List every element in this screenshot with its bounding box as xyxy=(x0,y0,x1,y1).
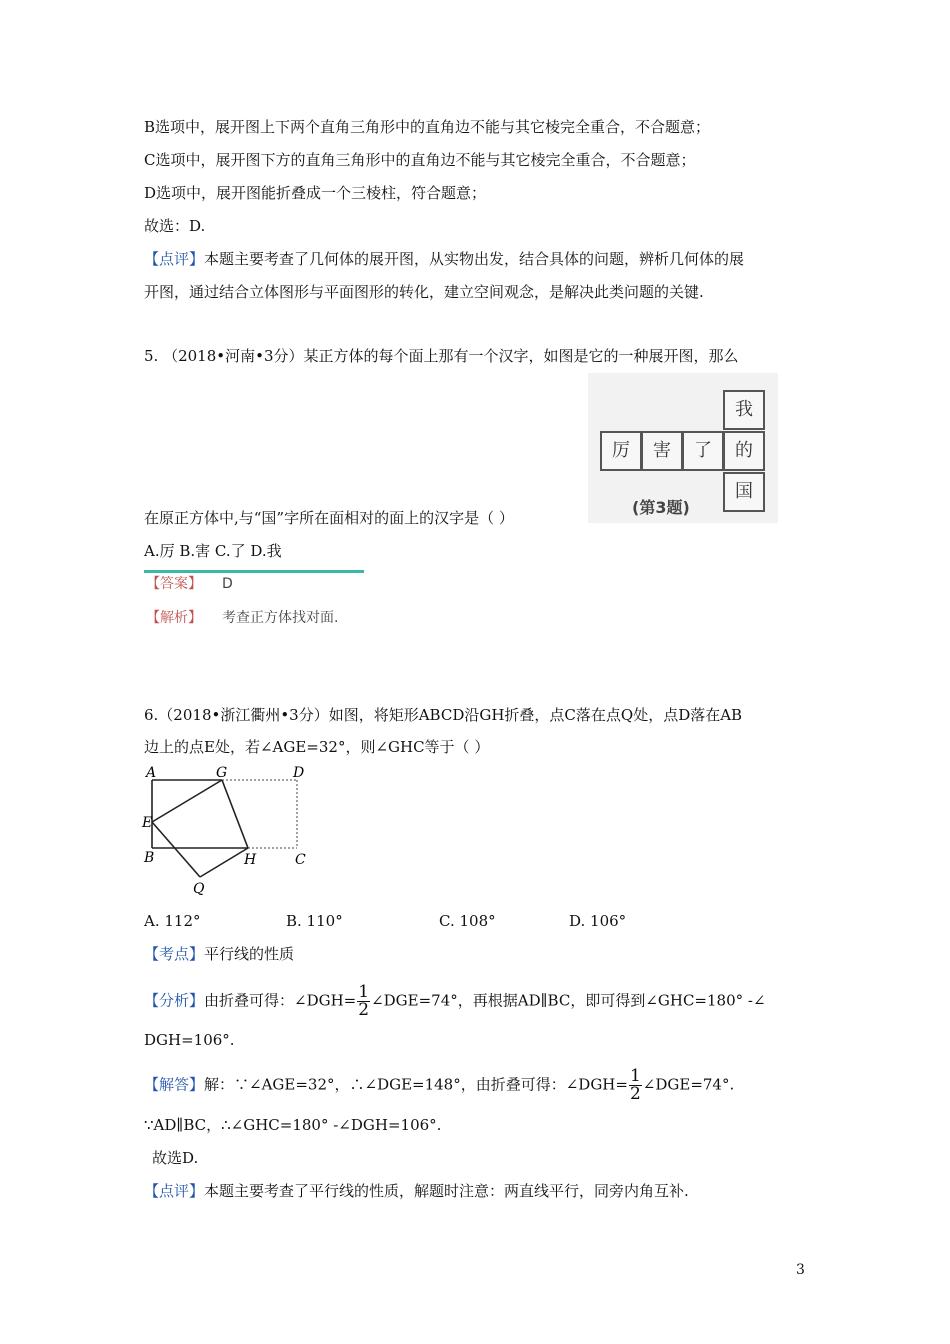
fraction-half: $\frac{1}{2}$ xyxy=(358,982,370,1020)
text-line: C选项中，展开图下方的直角三角形中的直角边不能与其它棱完全重合，不合题意； xyxy=(144,151,696,169)
option-c: C. 108° xyxy=(439,912,496,930)
segment-eg xyxy=(152,780,222,822)
text-line: 故选D. xyxy=(152,1149,199,1167)
answer-row xyxy=(146,573,233,593)
analysis-value: 考查正方体找对面. xyxy=(222,610,339,626)
jieda-text: ∠DGE=74°. xyxy=(642,1075,735,1094)
dianping-line xyxy=(144,1181,689,1201)
dianping-tag: 【点评】 xyxy=(144,1182,205,1200)
text-line: B选项中，展开图上下两个直角三角形中的直角边不能与其它棱完全重合，不合题意； xyxy=(144,118,711,136)
fenxi-tag: 【分析】 xyxy=(144,991,205,1010)
text-line: 开图，通过结合立体图形与平面图形的转化，建立空间观念，是解决此类问题的关键. xyxy=(144,283,704,301)
fenxi-text: 由折叠可得：∠DGH= xyxy=(204,991,357,1010)
net-cell: 害 xyxy=(641,431,683,471)
comment-tag: 【点评】 xyxy=(144,250,205,268)
net-cell: 我 xyxy=(723,390,765,430)
text-line: D选项中，展开图能折叠成一个三棱柱，符合题意； xyxy=(144,184,487,202)
option-d: D. 106° xyxy=(569,912,627,930)
question-6-stem: 6.（2018•浙江衢州•3分）如图，将矩形ABCD沿GH折叠，点C落在点Q处，点D落在AB xyxy=(144,706,743,724)
jieda-tag: 【解答】 xyxy=(144,1075,205,1094)
page-number: 3 xyxy=(796,1262,805,1278)
label-d: D xyxy=(293,765,305,781)
net-cell: 了 xyxy=(682,431,724,471)
analysis-row xyxy=(146,607,338,627)
geometry-figure xyxy=(140,760,330,900)
figure-caption: (第3题) xyxy=(632,498,690,517)
net-cell: 国 xyxy=(723,472,765,512)
jieda-line xyxy=(144,1068,734,1103)
option-b: B. 110° xyxy=(286,912,343,930)
text-line: 故选：D. xyxy=(144,217,206,235)
segment-qe xyxy=(152,822,200,877)
option-a: A. 112° xyxy=(144,912,201,930)
kaodian-line xyxy=(144,944,294,964)
net-cell: 厉 xyxy=(600,431,642,471)
question-5-stem: 5. （2018•河南•3分）某正方体的每个面上那有一个汉字，如图是它的一种展开图，那么 xyxy=(144,347,739,365)
label-h: H xyxy=(244,852,257,868)
label-q: Q xyxy=(193,881,205,897)
fenxi-line xyxy=(144,984,766,1019)
segment-hq xyxy=(200,848,248,877)
label-b: B xyxy=(144,850,155,866)
text-line: ∵AD∥BC，∴∠GHC=180° -∠DGH=106°. xyxy=(144,1116,442,1134)
fenxi-text: ∠DGE=74°，再根据AD∥BC，即可得到∠GHC=180° -∠ xyxy=(371,991,766,1010)
text-line: DGH=106°. xyxy=(144,1031,235,1049)
question-5-stem: 在原正方体中,与“国”字所在面相对的面上的汉字是（ ） xyxy=(144,509,514,527)
segment-gh xyxy=(222,780,248,848)
comment-line xyxy=(144,249,744,269)
label-a: A xyxy=(146,765,157,781)
answer-value: D xyxy=(222,576,233,592)
jieda-text: 解：∵∠AGE=32°，∴∠DGE=148°，由折叠可得：∠DGH= xyxy=(204,1075,628,1094)
net-cell: 的 xyxy=(723,431,765,471)
comment-text: 本题主要考查了几何体的展开图，从实物出发，结合具体的问题，辨析几何体的展 xyxy=(204,250,745,268)
label-c: C xyxy=(295,852,306,868)
label-e: E xyxy=(142,815,153,831)
label-g: G xyxy=(216,765,228,781)
fraction-half: $\frac{1}{2}$ xyxy=(629,1066,641,1104)
kaodian-text: 平行线的性质 xyxy=(204,945,295,963)
question-5-options: A.厉 B.害 C.了 D.我 xyxy=(144,542,282,560)
answer-tag: 【答案】 xyxy=(146,576,202,592)
question-6-stem: 边上的点E处，若∠AGE=32°，则∠GHC等于（ ） xyxy=(144,738,490,756)
dianping-text: 本题主要考查了平行线的性质，解题时注意：两直线平行，同旁内角互补. xyxy=(204,1182,689,1200)
kaodian-tag: 【考点】 xyxy=(144,945,205,963)
analysis-tag: 【解析】 xyxy=(146,610,202,626)
